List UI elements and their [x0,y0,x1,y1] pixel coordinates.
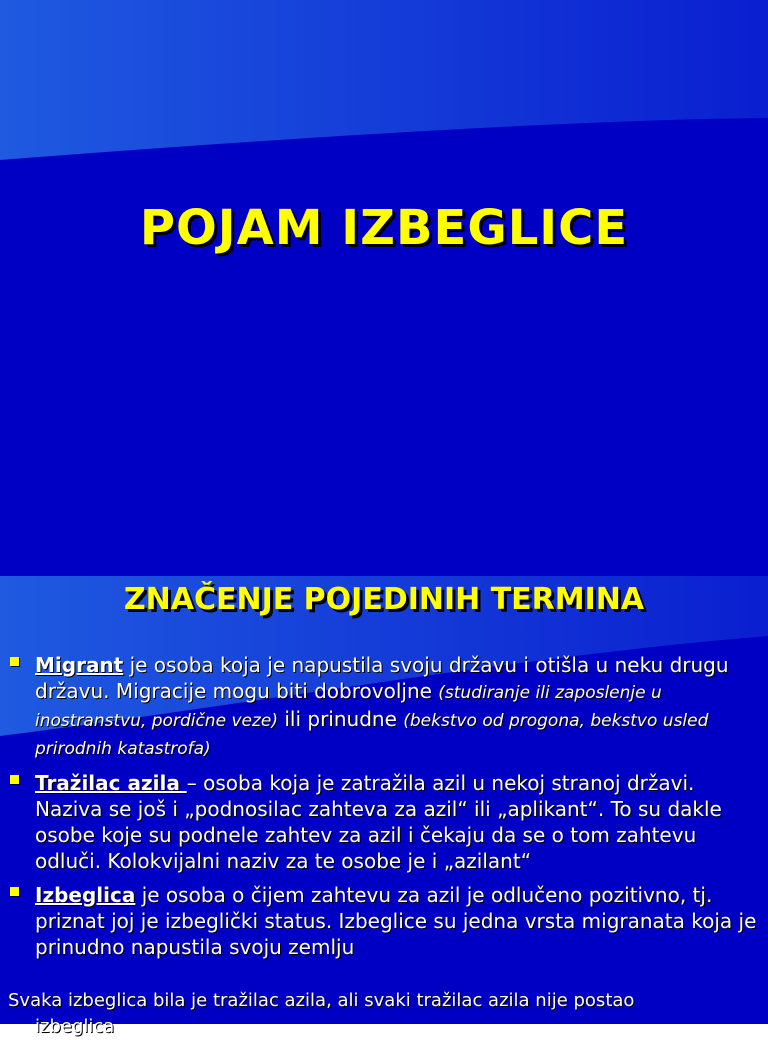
term-label: Tražilac azila [35,771,187,795]
definition-text: ili prinudne [277,707,404,731]
definition-text: – osoba koja je zatražila azil u nekoj stranoj državi. Naziva se još i „podnosilac zahteva za azil“ ili „aplikant“. To su dakle osobe koje su podnele zahtev za azil i čekaju da se o tom zahtevu odluči. Kolokvijalni naziv za te osobe je i „azilant“ [35,771,722,873]
example-text: (bekstvo od progona, bekstvo usled prirodnih katastrofa) [35,711,709,759]
square-bullet-icon [10,775,19,784]
list-item-izbeglica [8,882,760,960]
term-label: Izbeglica [35,883,136,907]
square-bullet-icon [10,657,19,666]
list-item-trazilac-azila [8,770,760,874]
slide-title: POJAM IZBEGLICE [139,200,629,256]
list-item-migrant [8,652,760,762]
slide-heading: ZNAČENJE POJEDINIH TERMINA [123,582,645,617]
note-line: Svaka izbeglica bila je tražilac azila, ali svaki tražilac azila nije postao [8,990,635,1011]
definition-text: je osoba o čijem zahtevu za azil je odlučeno pozitivno, tj. priznat joj je izbeglički status. Izbeglice su jedna vrsta migranata koja je prinudno napustila svoju zemlju [35,883,757,959]
terms-list [8,652,760,968]
summary-note [8,988,760,1040]
term-label: Migrant [35,653,124,677]
square-bullet-icon [10,887,19,896]
definition-text: je osoba koja je napustila svoju državu i otišla u neku drugu državu. Migracije mogu biti dobrovoljne [35,653,729,703]
example-text: (studiranje ili zaposlenje u inostranstvu, pordične veze) [35,683,662,731]
slide-2 [0,576,768,1037]
note-line: izbeglica [35,1016,115,1037]
